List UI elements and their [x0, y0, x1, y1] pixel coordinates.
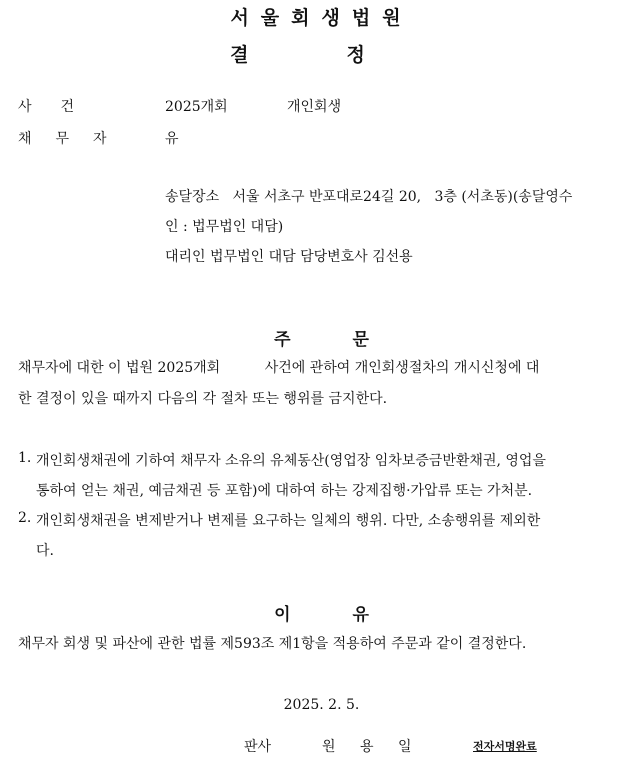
debtor-name: 유: [165, 131, 179, 147]
order-item-2-line2: 다.: [36, 543, 54, 559]
order-item-2-line1: 개인회생채권을 변제받거나 변제를 요구하는 일체의 행위. 다만, 소송행위를 제외한: [36, 513, 541, 529]
case-number: 2025개회: [165, 99, 228, 115]
case-label: 사건: [18, 99, 104, 115]
debtor-label: 채무자: [18, 131, 131, 147]
service-address-line2: 인 : 법무법인 대담): [165, 219, 284, 235]
reason-heading: 이유: [274, 605, 431, 625]
order-heading: 주문: [274, 330, 431, 350]
order-item-1-number: 1.: [18, 450, 32, 466]
order-item-1-line2: 통하여 얻는 채권, 예금채권 등 포함)에 대하여 하는 강제집행·가압류 또는 가처분.: [36, 483, 533, 499]
judge-name: 원 용 일: [322, 739, 422, 755]
legal-agent: 대리인 법무법인 대담 담당변호사 김선용: [165, 249, 413, 265]
document-type: 결정: [230, 44, 463, 66]
order-intro-line2: 한 결정이 있을 때까지 다음의 각 절차 또는 행위를 금지한다.: [18, 391, 388, 407]
decision-date: 2025. 2. 5.: [283, 697, 360, 713]
reason-text: 채무자 회생 및 파산에 관한 법률 제593조 제1항을 적용하여 주문과 같이 결정한다.: [18, 636, 527, 652]
court-name: 서울회생법원: [230, 7, 413, 29]
order-intro-line1: 채무자에 대한 이 법원 2025개회 사건에 관하여 개인회생절차의 개시신청에 대: [18, 360, 540, 376]
order-item-1-line1: 개인회생채권에 기하여 채무자 소유의 유체동산(영업장 임차보증금반환채권, 영업을: [36, 453, 546, 469]
order-item-2-number: 2.: [18, 510, 32, 526]
service-address-line1: 송달장소 서울 서초구 반포대로24길 20, 3층 (서초동)(송달영수: [165, 189, 573, 205]
judge-title: 판사: [244, 739, 272, 755]
e-signature-stamp: 전자서명완료: [473, 740, 537, 753]
case-name: 개인회생: [287, 99, 342, 115]
